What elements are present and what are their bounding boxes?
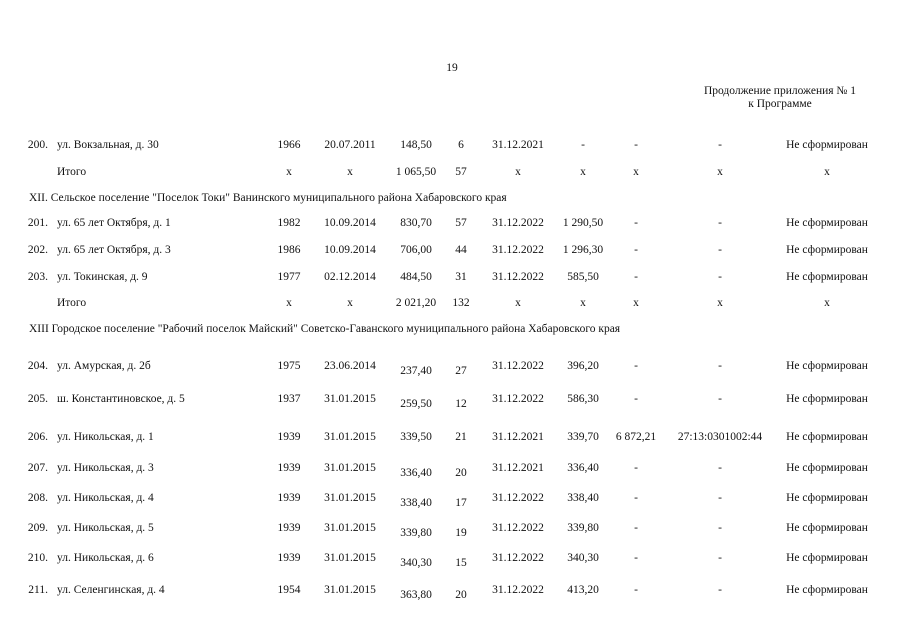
cell-v1: 339,70 xyxy=(567,431,599,443)
total-v1: x xyxy=(580,166,586,178)
total-label: Итого xyxy=(57,166,87,178)
cell-status: Не сформирован xyxy=(786,462,868,474)
cell-date2: 31.12.2022 xyxy=(492,522,544,534)
total-residents: 57 xyxy=(455,166,467,178)
cell-v2: - xyxy=(634,492,638,504)
cell-area: 340,30 xyxy=(400,557,432,569)
cell-residents: 27 xyxy=(455,365,467,377)
cell-date1: 10.09.2014 xyxy=(324,217,376,229)
cell-v1: 585,50 xyxy=(567,271,599,283)
cell-area: 484,50 xyxy=(400,271,432,283)
total-date2: x xyxy=(515,297,521,309)
cell-num: 207. xyxy=(27,462,48,474)
cell-area: 237,40 xyxy=(400,365,432,377)
cell-address: ул. Токинская, д. 9 xyxy=(57,271,148,283)
cell-address: ул. 65 лет Октября, д. 3 xyxy=(57,244,171,256)
cell-address: ул. Селенгинская, д. 4 xyxy=(57,584,165,596)
cell-year: 1975 xyxy=(277,360,301,372)
cell-v1: 586,30 xyxy=(567,393,599,405)
cell-v3: - xyxy=(718,360,722,372)
cell-address: ул. Никольская, д. 5 xyxy=(57,522,154,534)
total-area: 2 021,20 xyxy=(395,297,437,309)
cell-date1: 31.01.2015 xyxy=(324,393,376,405)
cell-date1: 31.01.2015 xyxy=(324,522,376,534)
cell-residents: 57 xyxy=(455,217,467,229)
cell-residents: 20 xyxy=(455,589,467,601)
cell-status: Не сформирован xyxy=(786,393,868,405)
cell-v3: - xyxy=(718,393,722,405)
cell-date2: 31.12.2022 xyxy=(492,584,544,596)
total-residents: 132 xyxy=(452,297,470,309)
total-area: 1 065,50 xyxy=(395,166,437,178)
cell-v3: - xyxy=(718,552,722,564)
cell-residents: 6 xyxy=(458,139,464,151)
cell-year: 1939 xyxy=(277,552,301,564)
cell-v1: - xyxy=(581,139,585,151)
total-v3: x xyxy=(717,297,723,309)
cell-v2: 6 872,21 xyxy=(615,431,657,443)
cell-status: Не сформирован xyxy=(786,522,868,534)
cell-area: 339,50 xyxy=(400,431,432,443)
cell-area: 830,70 xyxy=(400,217,432,229)
total-date1: x xyxy=(347,297,353,309)
cell-year: 1939 xyxy=(277,492,301,504)
cell-area: 338,40 xyxy=(400,497,432,509)
cell-year: 1954 xyxy=(277,584,301,596)
cell-address: ш. Константиновское, д. 5 xyxy=(57,393,185,405)
cell-area: 339,80 xyxy=(400,527,432,539)
cell-date1: 31.01.2015 xyxy=(324,492,376,504)
cell-v1: 340,30 xyxy=(567,552,599,564)
total-year: x xyxy=(286,166,292,178)
cell-address: ул. Никольская, д. 1 xyxy=(57,431,154,443)
cell-date1: 31.01.2015 xyxy=(324,584,376,596)
cell-num: 205. xyxy=(27,393,48,405)
total-v3: x xyxy=(717,166,723,178)
total-status: x xyxy=(824,297,830,309)
cell-v3: - xyxy=(718,584,722,596)
cell-residents: 44 xyxy=(455,244,467,256)
cell-date1: 20.07.2011 xyxy=(324,139,376,151)
cell-num: 204. xyxy=(27,360,48,372)
cell-residents: 19 xyxy=(455,527,467,539)
total-v2: x xyxy=(633,166,639,178)
cell-date2: 31.12.2021 xyxy=(492,431,544,443)
cell-v1: 336,40 xyxy=(567,462,599,474)
total-date1: x xyxy=(347,166,353,178)
cell-residents: 17 xyxy=(455,497,467,509)
annex-line-1: Продолжение приложения № 1 xyxy=(703,85,857,97)
cell-date1: 10.09.2014 xyxy=(324,244,376,256)
cell-date1: 31.01.2015 xyxy=(324,462,376,474)
cell-area: 148,50 xyxy=(400,139,432,151)
page-number: 19 xyxy=(446,62,458,74)
total-date2: x xyxy=(515,166,521,178)
annex-line-2: к Программе xyxy=(748,98,812,110)
cell-v1: 413,20 xyxy=(567,584,599,596)
cell-num: 202. xyxy=(27,244,48,256)
cell-v3: - xyxy=(718,244,722,256)
cell-num: 209. xyxy=(27,522,48,534)
cell-status: Не сформирован xyxy=(786,139,868,151)
cell-status: Не сформирован xyxy=(786,244,868,256)
cell-date1: 31.01.2015 xyxy=(324,431,376,443)
annex-caption xyxy=(690,85,870,111)
cell-date2: 31.12.2021 xyxy=(492,139,544,151)
cell-residents: 12 xyxy=(455,398,467,410)
cell-date1: 02.12.2014 xyxy=(324,271,376,283)
cell-status: Не сформирован xyxy=(786,552,868,564)
cell-year: 1939 xyxy=(277,431,301,443)
cell-v1: 1 296,30 xyxy=(562,244,604,256)
cell-v3: - xyxy=(718,271,722,283)
cell-v2: - xyxy=(634,360,638,372)
cell-v2: - xyxy=(634,271,638,283)
cell-date2: 31.12.2022 xyxy=(492,217,544,229)
cell-date1: 31.01.2015 xyxy=(324,552,376,564)
cell-address: ул. Вокзальная, д. 30 xyxy=(57,139,159,151)
total-label: Итого xyxy=(57,297,87,309)
cell-area: 259,50 xyxy=(400,398,432,410)
total-v1: x xyxy=(580,297,586,309)
cell-status: Не сформирован xyxy=(786,217,868,229)
cell-date2: 31.12.2022 xyxy=(492,244,544,256)
cell-date1: 23.06.2014 xyxy=(324,360,376,372)
cell-address: ул. Никольская, д. 6 xyxy=(57,552,154,564)
cell-year: 1939 xyxy=(277,462,301,474)
cell-status: Не сформирован xyxy=(786,360,868,372)
cell-num: 208. xyxy=(27,492,48,504)
cell-v2: - xyxy=(634,522,638,534)
cell-v1: 338,40 xyxy=(567,492,599,504)
cell-address: ул. Никольская, д. 4 xyxy=(57,492,154,504)
cell-year: 1982 xyxy=(277,217,301,229)
cell-num: 211. xyxy=(28,584,48,596)
cell-v3: - xyxy=(718,462,722,474)
cell-date2: 31.12.2022 xyxy=(492,360,544,372)
cell-num: 201. xyxy=(27,217,48,229)
cell-year: 1966 xyxy=(277,139,301,151)
cell-date2: 31.12.2022 xyxy=(492,492,544,504)
cell-num: 206. xyxy=(27,431,48,443)
section-heading: XII. Сельское поселение "Поселок Токи" Ванинского муниципального района Хабаровского края xyxy=(29,192,507,204)
cell-date2: 31.12.2022 xyxy=(492,552,544,564)
cell-num: 210. xyxy=(27,552,48,564)
cell-v1: 1 290,50 xyxy=(562,217,604,229)
cell-address: ул. 65 лет Октября, д. 1 xyxy=(57,217,171,229)
cell-v3: - xyxy=(718,217,722,229)
cell-v1: 339,80 xyxy=(567,522,599,534)
cell-residents: 20 xyxy=(455,467,467,479)
cell-v2: - xyxy=(634,217,638,229)
cell-v2: - xyxy=(634,393,638,405)
cell-v2: - xyxy=(634,584,638,596)
cell-year: 1939 xyxy=(277,522,301,534)
cell-residents: 31 xyxy=(455,271,467,283)
cell-year: 1977 xyxy=(277,271,301,283)
cell-v2: - xyxy=(634,139,638,151)
cell-status: Не сформирован xyxy=(786,431,868,443)
cell-status: Не сформирован xyxy=(786,492,868,504)
cell-area: 336,40 xyxy=(400,467,432,479)
cell-address: ул. Никольская, д. 3 xyxy=(57,462,154,474)
cell-date2: 31.12.2021 xyxy=(492,462,544,474)
cell-year: 1937 xyxy=(277,393,301,405)
cell-v1: 396,20 xyxy=(567,360,599,372)
cell-num: 200. xyxy=(27,139,48,151)
cell-v3: - xyxy=(718,492,722,504)
cell-date2: 31.12.2022 xyxy=(492,271,544,283)
cell-v3: 27:13:0301002:44 xyxy=(677,431,763,443)
cell-num: 203. xyxy=(27,271,48,283)
cell-residents: 15 xyxy=(455,557,467,569)
cell-area: 363,80 xyxy=(400,589,432,601)
section-heading: XIII Городское поселение "Рабочий поселок Майский" Советско-Гаванского муниципального района Хабаровского края xyxy=(29,323,621,335)
total-status: x xyxy=(824,166,830,178)
cell-status: Не сформирован xyxy=(786,584,868,596)
cell-year: 1986 xyxy=(277,244,301,256)
cell-area: 706,00 xyxy=(400,244,432,256)
cell-address: ул. Амурская, д. 2б xyxy=(57,360,151,372)
cell-v3: - xyxy=(718,522,722,534)
cell-v3: - xyxy=(718,139,722,151)
cell-date2: 31.12.2022 xyxy=(492,393,544,405)
cell-status: Не сформирован xyxy=(786,271,868,283)
total-year: x xyxy=(286,297,292,309)
total-v2: x xyxy=(633,297,639,309)
cell-v2: - xyxy=(634,244,638,256)
cell-residents: 21 xyxy=(455,431,467,443)
cell-v2: - xyxy=(634,552,638,564)
cell-v2: - xyxy=(634,462,638,474)
